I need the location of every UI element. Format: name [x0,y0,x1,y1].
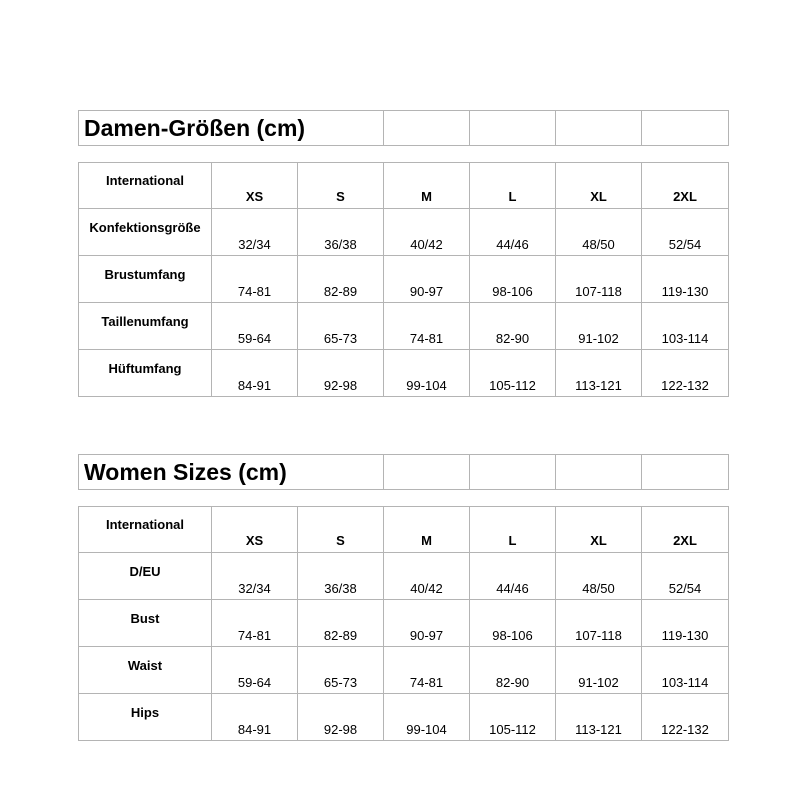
empty-cell [642,111,729,146]
table-cell: 65-73 [298,303,384,350]
row-label: Waist [79,647,212,694]
row-label: Hips [79,694,212,741]
table-cell: 107-118 [556,256,642,303]
empty-cell [556,111,642,146]
size-header: S [298,163,384,209]
empty-cell [642,455,729,490]
table-cell: 84-91 [212,350,298,397]
table-cell: 107-118 [556,600,642,647]
empty-cell [384,455,470,490]
table-cell: 103-114 [642,647,729,694]
table-cell: 36/38 [298,553,384,600]
table-cell: 98-106 [470,256,556,303]
table-cell: 48/50 [556,553,642,600]
table-cell: 52/54 [642,553,729,600]
table-cell: 32/34 [212,553,298,600]
size-header: L [470,163,556,209]
chart-title: Damen-Größen (cm) [79,111,384,146]
table-cell: 74-81 [384,303,470,350]
table-cell: 103-114 [642,303,729,350]
table-cell: 74-81 [384,647,470,694]
table-cell: 59-64 [212,647,298,694]
empty-cell [470,455,556,490]
table-cell: 82-90 [470,303,556,350]
table-row [79,600,729,647]
row-label: Bust [79,600,212,647]
table-cell: 82-90 [470,647,556,694]
size-header: L [470,507,556,553]
table-cell: 74-81 [212,256,298,303]
chart-title: Women Sizes (cm) [79,455,384,490]
table-cell: 91-102 [556,303,642,350]
table-cell: 105-112 [470,350,556,397]
header-label: International [79,163,212,209]
table-row [79,303,729,350]
table-cell: 65-73 [298,647,384,694]
table-cell: 59-64 [212,303,298,350]
empty-cell [470,111,556,146]
table-row [79,350,729,397]
table-cell: 122-132 [642,350,729,397]
table-cell: 52/54 [642,209,729,256]
table-row [79,209,729,256]
table-row [79,553,729,600]
empty-cell [384,111,470,146]
size-header: XL [556,163,642,209]
row-label: Taillenumfang [79,303,212,350]
table-cell: 44/46 [470,209,556,256]
table-row [79,256,729,303]
table-cell: 48/50 [556,209,642,256]
table-cell: 40/42 [384,553,470,600]
table-cell: 82-89 [298,256,384,303]
table-cell: 32/34 [212,209,298,256]
table-cell: 36/38 [298,209,384,256]
table-cell: 90-97 [384,600,470,647]
table-cell: 98-106 [470,600,556,647]
table-cell: 119-130 [642,600,729,647]
table-header-row [79,507,729,553]
size-table [78,162,729,397]
table-row [79,694,729,741]
row-label: Brustumfang [79,256,212,303]
header-label: International [79,507,212,553]
size-table [78,506,729,741]
table-cell: 84-91 [212,694,298,741]
row-label: Hüftumfang [79,350,212,397]
table-cell: 99-104 [384,350,470,397]
empty-cell [556,455,642,490]
table-header-row [79,163,729,209]
table-cell: 105-112 [470,694,556,741]
table-cell: 119-130 [642,256,729,303]
table-cell: 40/42 [384,209,470,256]
size-header: M [384,163,470,209]
size-header: XL [556,507,642,553]
title-row [78,110,729,146]
row-label: D/EU [79,553,212,600]
table-cell: 74-81 [212,600,298,647]
table-cell: 122-132 [642,694,729,741]
table-cell: 92-98 [298,350,384,397]
table-cell: 113-121 [556,694,642,741]
size-chart-german [78,110,728,397]
table-cell: 99-104 [384,694,470,741]
table-cell: 92-98 [298,694,384,741]
size-header: XS [212,163,298,209]
size-header: M [384,507,470,553]
size-header: 2XL [642,163,729,209]
table-cell: 82-89 [298,600,384,647]
size-chart-english [78,454,728,741]
row-label: Konfektionsgröße [79,209,212,256]
size-header: 2XL [642,507,729,553]
table-cell: 44/46 [470,553,556,600]
title-row [78,454,729,490]
table-cell: 91-102 [556,647,642,694]
table-cell: 113-121 [556,350,642,397]
size-header: S [298,507,384,553]
table-cell: 90-97 [384,256,470,303]
size-header: XS [212,507,298,553]
table-row [79,647,729,694]
